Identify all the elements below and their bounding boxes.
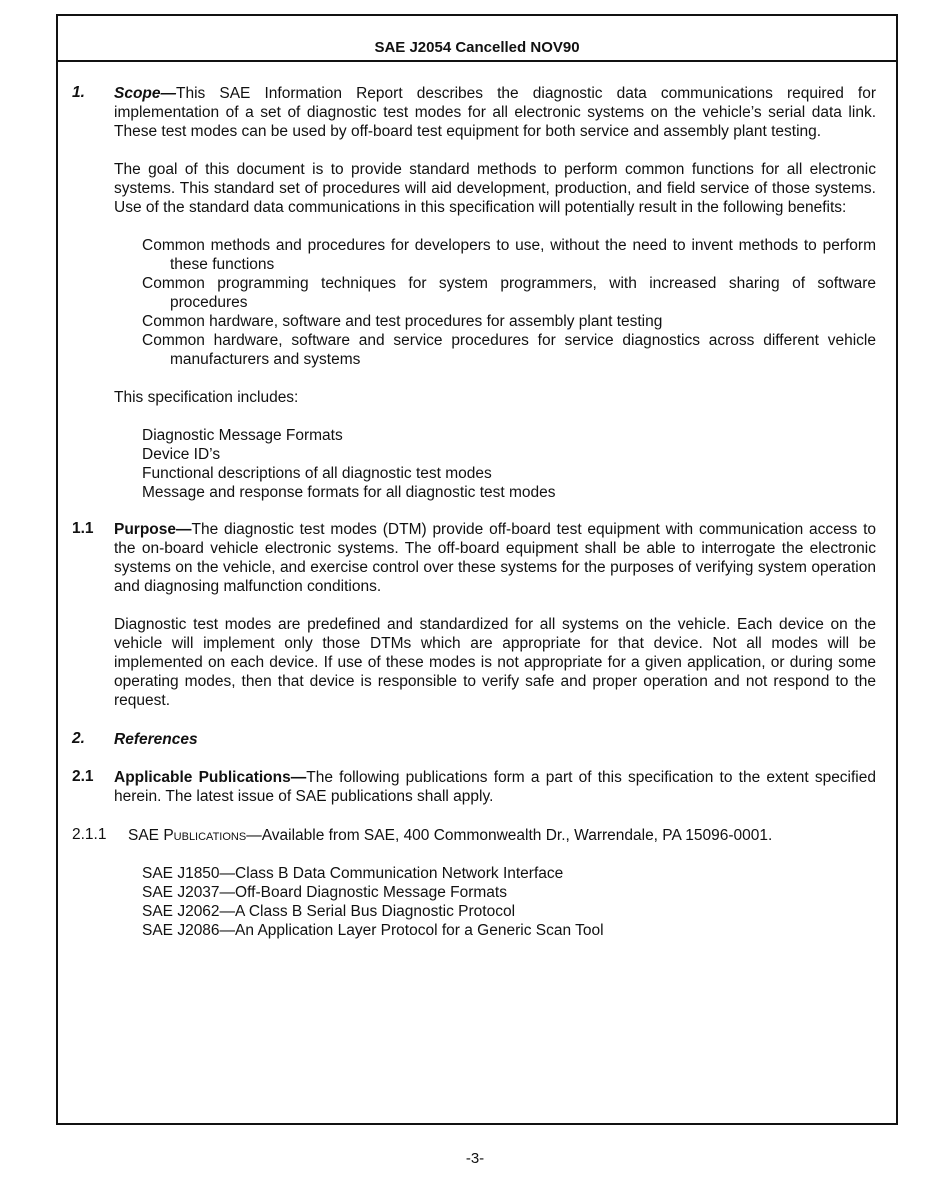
list-item: Device ID’s: [142, 446, 221, 463]
includes-list: [114, 426, 876, 502]
publications-paragraph: [114, 768, 876, 806]
section-heading: Applicable Publications—: [114, 769, 307, 786]
sae-publications-text: —Available from SAE, 400 Commonwealth Dr., Warrendale, PA 15096-0001.: [246, 827, 773, 844]
publications-text: The following publications form a part of this specification to the extent specified herein. The latest issue of SAE publications shall apply.: [114, 769, 876, 805]
includes-label: This specification includes:: [114, 389, 299, 406]
section-heading: Purpose—: [114, 521, 192, 538]
scope-paragraph-1: [114, 84, 876, 141]
list-item: SAE J2037—Off-Board Diagnostic Message Formats: [142, 884, 507, 901]
purpose-paragraph-2: Diagnostic test modes are predefined and standardized for all systems on the vehicle. Each device on the vehicle will implement only those DTMs which are appropriate for that device. Not all modes will be implemented on each device. If use of these modes is not appropriate for a given application, or during some operating modes, then that device is responsible to verify safe and proper operation and not respond to the request.: [114, 616, 876, 709]
list-item: Common methods and procedures for developers to use, without the need to invent methods to perform these functions: [142, 237, 876, 273]
section-heading: Scope—: [114, 85, 177, 102]
section-body: [114, 730, 876, 749]
section-body: [128, 826, 876, 940]
section-number: 1.1: [72, 520, 94, 537]
list-item: Common hardware, software and test procedures for assembly plant testing: [142, 313, 663, 330]
section-body: [114, 520, 876, 710]
page-header: [58, 16, 896, 62]
scope-paragraph-2: The goal of this document is to provide standard methods to perform common functions for all electronic systems. This standard set of procedures will aid development, production, and field service of those systems. Use of the standard data communications in this specification will potentially result in the following benefits:: [114, 161, 876, 216]
list-item: SAE J2062—A Class B Serial Bus Diagnostic Protocol: [142, 903, 516, 920]
list-item: Common hardware, software and service procedures for service diagnostics across different vehicle manufacturers and systems: [142, 332, 876, 368]
list-item: SAE J2086—An Application Layer Protocol for a Generic Scan Tool: [142, 922, 604, 939]
list-item: SAE J1850—Class B Data Communication Network Interface: [142, 865, 564, 882]
list-item: Common programming techniques for system programmers, with increased sharing of software procedures: [142, 275, 876, 311]
section-heading: SAE Publications: [128, 827, 247, 844]
scope-text: This SAE Information Report describes the diagnostic data communications required for implementation of a set of diagnostic test modes for all electronic systems on the vehicle’s serial data link. These test modes can be used by off-board test equipment for both service and assembly plant testing.: [114, 85, 876, 140]
reference-list: [128, 864, 876, 940]
list-item: Diagnostic Message Formats: [142, 427, 343, 444]
page-number: -3-: [465, 1150, 485, 1167]
purpose-paragraph-1: [114, 520, 876, 596]
benefits-list: [114, 236, 876, 369]
section-body: [114, 84, 876, 502]
section-number: 2.1: [72, 768, 94, 785]
section-number: 2.1.1: [72, 826, 107, 843]
header-title: SAE J2054 Cancelled NOV90: [374, 38, 580, 56]
sae-publications-paragraph: [128, 826, 876, 845]
list-item: Message and response formats for all diagnostic test modes: [142, 484, 556, 501]
purpose-text: The diagnostic test modes (DTM) provide off-board test equipment with communication access to the on-board vehicle electronic systems. The off-board equipment shall be able to interrogate the electronic systems on the vehicle, and exercise control over these systems for the purposes of verifying system operation and diagnosing malfunction conditions.: [114, 521, 876, 595]
section-body: [114, 768, 876, 806]
page-frame: [56, 14, 898, 1125]
list-item: Functional descriptions of all diagnostic test modes: [142, 465, 492, 482]
section-heading: References: [114, 731, 198, 748]
section-number: 2.: [72, 730, 85, 747]
section-number: 1.: [72, 84, 85, 101]
